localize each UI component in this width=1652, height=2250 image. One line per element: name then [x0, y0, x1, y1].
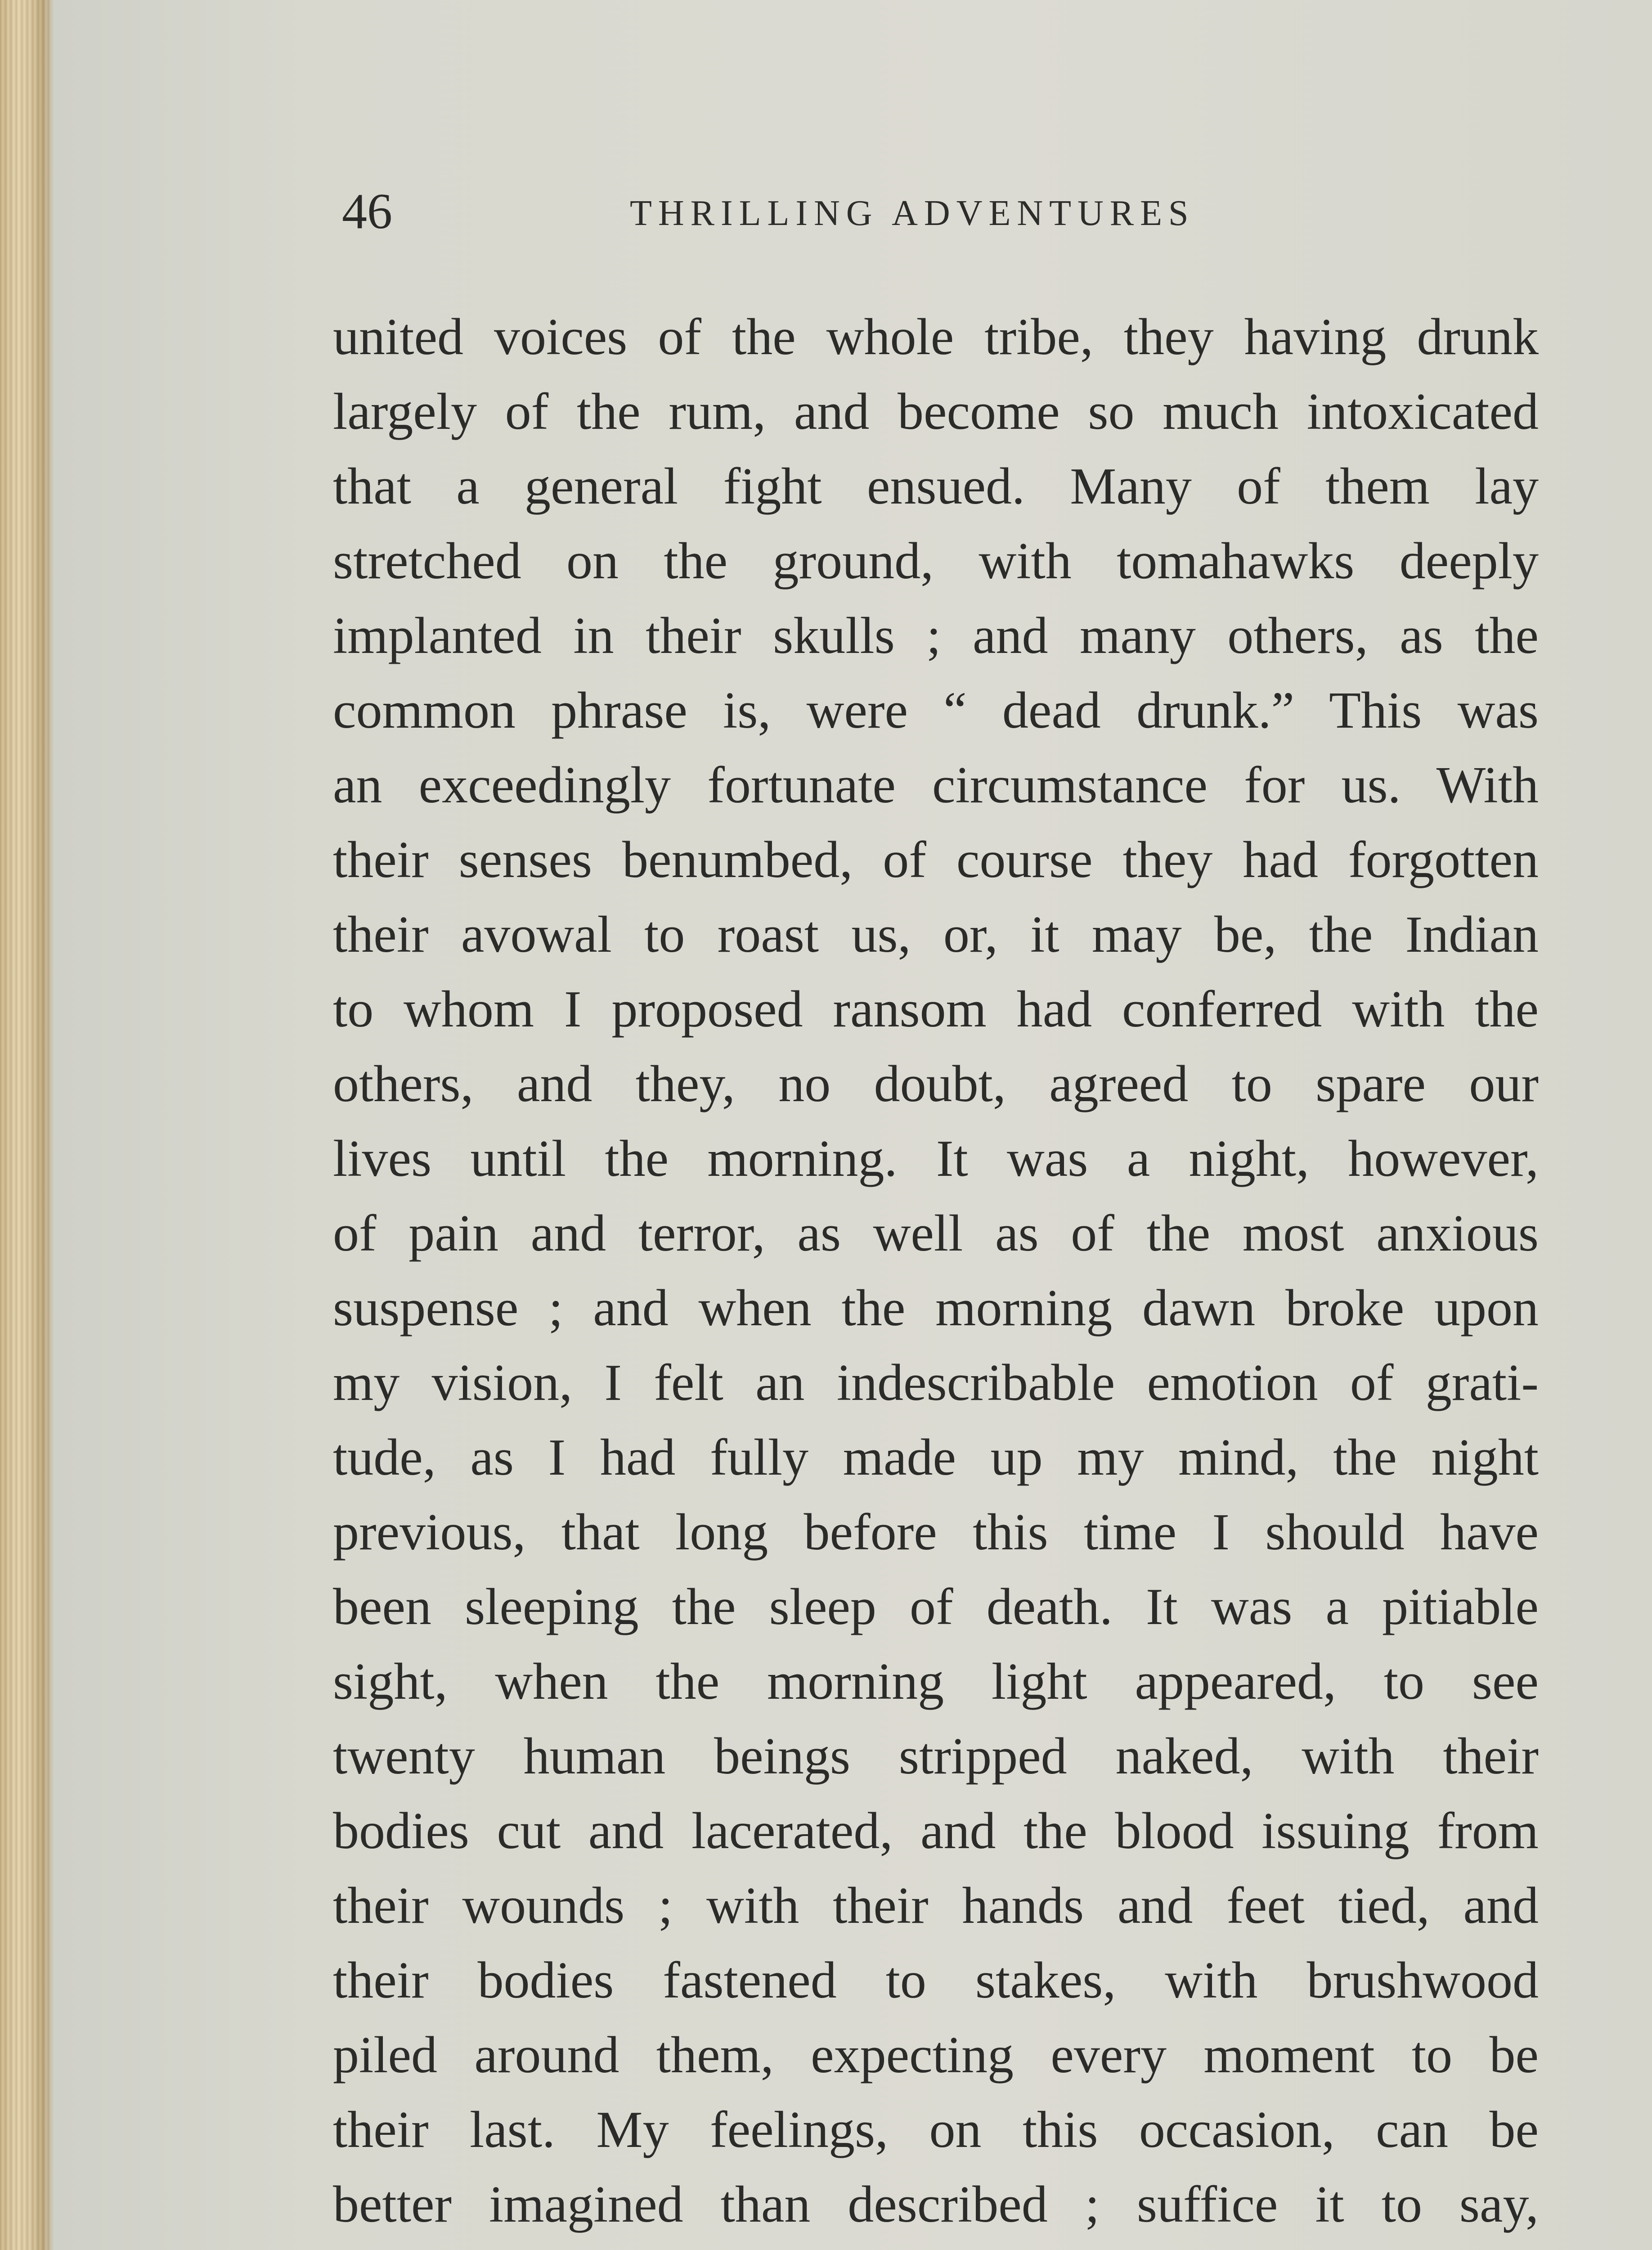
- text-line: stretched on the ground, with tomahawks deeply: [333, 532, 1539, 590]
- text-line: piled around them, expecting every moment to be: [333, 2026, 1539, 2084]
- text-line: suspense ; and when the morning dawn broke upon: [333, 1279, 1539, 1337]
- text-line: lives until the morning. It was a night, however,: [333, 1130, 1539, 1188]
- text-line: common phrase is, were “ dead drunk.” This was: [333, 682, 1539, 739]
- text-line: bodies cut and lacerated, and the blood issuing from: [333, 1802, 1539, 1860]
- text-line: tude, as I had fully made up my mind, the night: [333, 1429, 1539, 1486]
- text-line: twenty human beings stripped naked, with their: [333, 1728, 1539, 1785]
- text-line: their avowal to roast us, or, it may be, the Indian: [333, 906, 1539, 963]
- text-line: their bodies fastened to stakes, with brushwood: [333, 1952, 1539, 2009]
- text-line: largely of the rum, and become so much intoxicated: [333, 383, 1539, 441]
- text-line: been sleeping the sleep of death. It was a pitiable: [333, 1578, 1539, 1636]
- page-header: [342, 180, 1539, 243]
- page-number: 46: [342, 184, 392, 239]
- text-line: their last. My feelings, on this occasion, can be: [333, 2101, 1539, 2159]
- text-line: better imagined than described ; suffice it to say,: [333, 2176, 1539, 2233]
- text-line: my vision, I felt an indescribable emotion of grati-: [333, 1354, 1539, 1412]
- running-head: THRILLING ADVENTURES: [630, 194, 1195, 233]
- text-line: an exceedingly fortunate circumstance for us. With: [333, 756, 1539, 814]
- text-line: united voices of the whole tribe, they having drunk: [333, 308, 1539, 366]
- text-line: others, and they, no doubt, agreed to spare our: [333, 1055, 1539, 1113]
- text-line: sight, when the morning light appeared, to see: [333, 1653, 1539, 1710]
- body-text: [333, 300, 1539, 2250]
- text-line: to whom I proposed ransom had conferred with the: [333, 981, 1539, 1038]
- text-line: of pain and terror, as well as of the most anxious: [333, 1205, 1539, 1262]
- text-line: that a general fight ensued. Many of them lay: [333, 458, 1539, 515]
- page-edge: [0, 0, 49, 2250]
- text-line: previous, that long before this time I should have: [333, 1503, 1539, 1561]
- text-line: [333, 2242, 1539, 2250]
- text-line: their wounds ; with their hands and feet tied, and: [333, 1877, 1539, 1935]
- text-line: their senses benumbed, of course they had forgotten: [333, 831, 1539, 889]
- text-line: implanted in their skulls ; and many others, as the: [333, 607, 1539, 665]
